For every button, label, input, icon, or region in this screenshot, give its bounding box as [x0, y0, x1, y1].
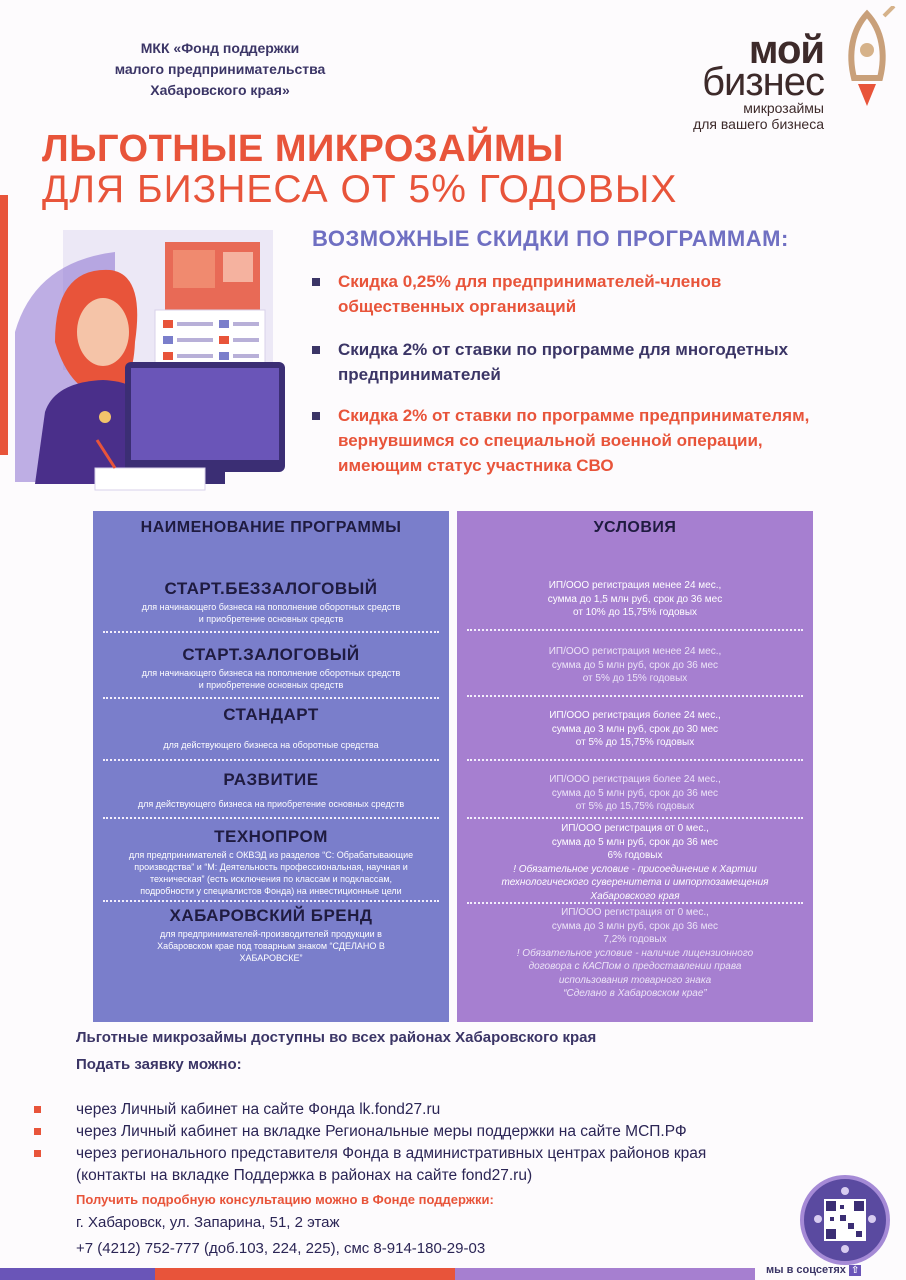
program-description-line: производства” и “M: Деятельность профессиональная, научная и [134, 862, 408, 872]
logo-word-moi: мой [748, 28, 824, 72]
program-name: СТАНДАРТ [223, 705, 319, 724]
condition-line: 7,2% годовых [603, 934, 667, 945]
condition-line: ИП/ООО регистрация менее 24 мес., [548, 646, 722, 657]
logo-subtitle-line: микрозаймы [743, 100, 824, 116]
condition-line: ИП/ООО регистрация более 24 мес., [549, 710, 721, 721]
organization-name [70, 38, 370, 101]
discount-text: Скидка 2% от ставки по программе для многодетных [338, 340, 789, 359]
condition-block [467, 579, 803, 620]
social-media-label [766, 1264, 861, 1276]
condition-block [467, 773, 803, 814]
apply-way-text: через Личный кабинет на сайте Фонда lk.fond27.ru [76, 1101, 441, 1118]
apply-way-text: через Личный кабинет на вкладке Региональные меры поддержки на сайте МСП.РФ [76, 1123, 687, 1140]
organization-line: малого предпринимательства [114, 61, 326, 77]
consultation-note: Получить подробную консультацию можно в Фонде поддержки: [76, 1192, 494, 1207]
condition-note: Хабаровского края [590, 890, 680, 902]
program-technoprom [99, 827, 443, 897]
program-khabarovsk-brand [99, 906, 443, 964]
apply-way-item [34, 1143, 854, 1187]
program-description-line: и приобретение основных средств [198, 614, 344, 624]
program-description [99, 798, 443, 810]
dotted-divider [467, 695, 803, 697]
condition-line: от 5% до 15,75% годовых [575, 801, 695, 812]
dotted-divider [467, 759, 803, 761]
program-development [99, 770, 443, 810]
conditions-column [457, 511, 813, 1022]
program-description-line: для предпринимателей-производителей продукции в [160, 929, 382, 939]
condition-line: от 5% до 15,75% годовых [575, 737, 695, 748]
program-description [99, 667, 443, 691]
bullet-square-icon [312, 278, 320, 286]
condition-block [467, 709, 803, 750]
program-description-line: для начинающего бизнеса на пополнение оборотных средств [141, 668, 401, 678]
discount-text: предпринимателей [338, 365, 501, 384]
program-description-line: для действующего бизнеса на оборотные средства [163, 740, 379, 750]
discount-item [312, 269, 902, 319]
condition-note: “Сделано в Хабаровском крае” [563, 988, 707, 999]
address: г. Хабаровск, ул. Запарина, 51, 2 этаж [76, 1214, 340, 1231]
condition-line: ИП/ООО регистрация от 0 мес., [561, 907, 709, 918]
program-description [99, 928, 443, 964]
woman-at-computer-illustration [15, 222, 305, 497]
dotted-divider [467, 902, 803, 904]
dotted-divider [103, 900, 439, 902]
programs-column [93, 511, 449, 1022]
condition-line: сумма до 5 млн руб, срок до 36 мес [551, 659, 719, 671]
program-description-line: подробности у специалистов Фонда) на инвестиционные цели [140, 886, 402, 896]
qr-pattern-icon [804, 1179, 886, 1261]
apply-way-item [34, 1121, 854, 1143]
program-description [99, 739, 443, 751]
logo-subtitle [693, 100, 824, 132]
program-standard [99, 705, 443, 751]
condition-line: сумма до 5 млн руб, срок до 36 мес [551, 836, 719, 848]
program-start-unsecured [99, 579, 443, 625]
condition-note: договора с КАСПом о предоставлении права [528, 961, 742, 972]
condition-line: сумма до 1,5 млн руб, срок до 36 мес [547, 593, 723, 605]
condition-block [467, 822, 803, 903]
program-description-line: для предпринимателей с ОКВЭД из разделов “C: Обрабатывающие [128, 850, 414, 860]
bottom-stripe-purple [0, 1268, 155, 1280]
dotted-divider [467, 817, 803, 819]
apply-way-item [34, 1099, 854, 1121]
social-media-text: мы в соцсетях [766, 1264, 846, 1276]
program-description-line: Хабаровском крае под товарным знаком “СДЕЛАНО В [157, 941, 385, 951]
conditions-column-header: УСЛОВИЯ [593, 519, 677, 536]
program-name: СТАРТ.БЕЗЗАЛОГОВЫЙ [164, 579, 378, 598]
dotted-divider [103, 697, 439, 699]
program-name: ХАБАРОВСКИЙ БРЕНД [169, 906, 373, 925]
accent-side-bar [0, 195, 8, 455]
dotted-divider [103, 631, 439, 633]
bottom-stripe-lilac [455, 1268, 755, 1280]
programs-column-header: НАИМЕНОВАНИЕ ПРОГРАММЫ [140, 519, 402, 536]
organization-line: МКК «Фонд поддержки [140, 40, 300, 56]
program-description-line: для начинающего бизнеса на пополнение оборотных средств [141, 602, 401, 612]
bullet-square-icon [312, 412, 320, 420]
bottom-stripe-red [155, 1268, 455, 1280]
dotted-divider [103, 759, 439, 761]
condition-note: ! Обязательное условие - наличие лицензионного [516, 947, 754, 959]
logo-subtitle-line: для вашего бизнеса [693, 116, 824, 132]
condition-block [467, 906, 803, 1001]
dotted-divider [467, 629, 803, 631]
program-description-line: для действующего бизнеса на приобретение основных средств [137, 799, 405, 809]
program-description [99, 601, 443, 625]
bullet-square-icon [34, 1150, 41, 1157]
apply-way-text: (контакты на вкладке Поддержка в районах на сайте fond27.ru) [76, 1167, 533, 1184]
condition-line: 6% годовых [607, 850, 663, 861]
condition-block [467, 645, 803, 686]
program-description-line: и приобретение основных средств [198, 680, 344, 690]
availability-note: Льготные микрозаймы доступны во всех районах Хабаровского края [76, 1029, 597, 1046]
discounts-title: ВОЗМОЖНЫЕ СКИДКИ ПО ПРОГРАММАМ: [312, 226, 789, 251]
condition-line: от 5% до 15% годовых [582, 673, 688, 684]
bullet-square-icon [312, 346, 320, 354]
bullet-square-icon [34, 1106, 41, 1113]
condition-note: технологического суверенитета и импортозамещения [501, 877, 769, 888]
apply-title: Подать заявку можно: [76, 1056, 242, 1073]
qr-code-icon[interactable] [800, 1175, 890, 1265]
program-name: РАЗВИТИЕ [223, 770, 319, 789]
logo-word-biznes: бизнес [702, 60, 824, 104]
bullet-square-icon [34, 1128, 41, 1135]
condition-line: от 10% до 15,75% годовых [572, 607, 698, 618]
condition-line: ИП/ООО регистрация от 0 мес., [561, 823, 709, 834]
program-name: СТАРТ.ЗАЛОГОВЫЙ [182, 645, 360, 664]
discount-item [312, 337, 902, 387]
phone-contacts: +7 (4212) 752-777 (доб.103, 224, 225), смс 8-914-180-29-03 [76, 1240, 486, 1257]
condition-line: ИП/ООО регистрация более 24 мес., [549, 774, 721, 785]
program-description-line: ХАБАРОВСКЕ” [239, 953, 303, 963]
program-start-secured [99, 645, 443, 691]
program-description [99, 849, 443, 897]
condition-note: ! Обязательное условие - присоединение к Хартии [513, 863, 757, 875]
headline-line-2: ДЛЯ БИЗНЕСА ОТ 5% ГОДОВЫХ [42, 168, 678, 211]
condition-note: использования товарного знака [558, 974, 712, 986]
condition-line: сумма до 3 млн руб, срок до 30 мес [551, 723, 719, 735]
discount-item [312, 403, 902, 478]
condition-line: ИП/ООО регистрация менее 24 мес., [548, 580, 722, 591]
organization-line: Хабаровского края» [150, 82, 290, 98]
condition-line: сумма до 3 млн руб, срок до 36 мес [551, 920, 719, 932]
rocket-icon [834, 6, 900, 116]
program-name: ТЕХНОПРОМ [214, 827, 328, 846]
apply-way-text: через регионального представителя Фонда в административных центрах районов края [76, 1145, 707, 1162]
discount-text: общественных организаций [338, 297, 577, 316]
arrow-up-icon: ⇧ [850, 1265, 860, 1276]
discount-text: Скидка 0,25% для предпринимателей-членов [338, 272, 722, 291]
moy-biznes-logo [640, 20, 900, 130]
dotted-divider [103, 817, 439, 819]
headline-line-1: ЛЬГОТНЫЕ МИКРОЗАЙМЫ [42, 128, 564, 170]
discount-text: вернувшимся со специальной военной операции, [338, 431, 763, 450]
program-description-line: техническая” (есть исключения по классам и подклассам, [149, 874, 393, 884]
condition-line: сумма до 5 млн руб, срок до 36 мес [551, 787, 719, 799]
discount-text: имеющим статус участника СВО [338, 456, 614, 475]
discount-text: Скидка 2% от ставки по программе предпринимателям, [338, 406, 810, 425]
